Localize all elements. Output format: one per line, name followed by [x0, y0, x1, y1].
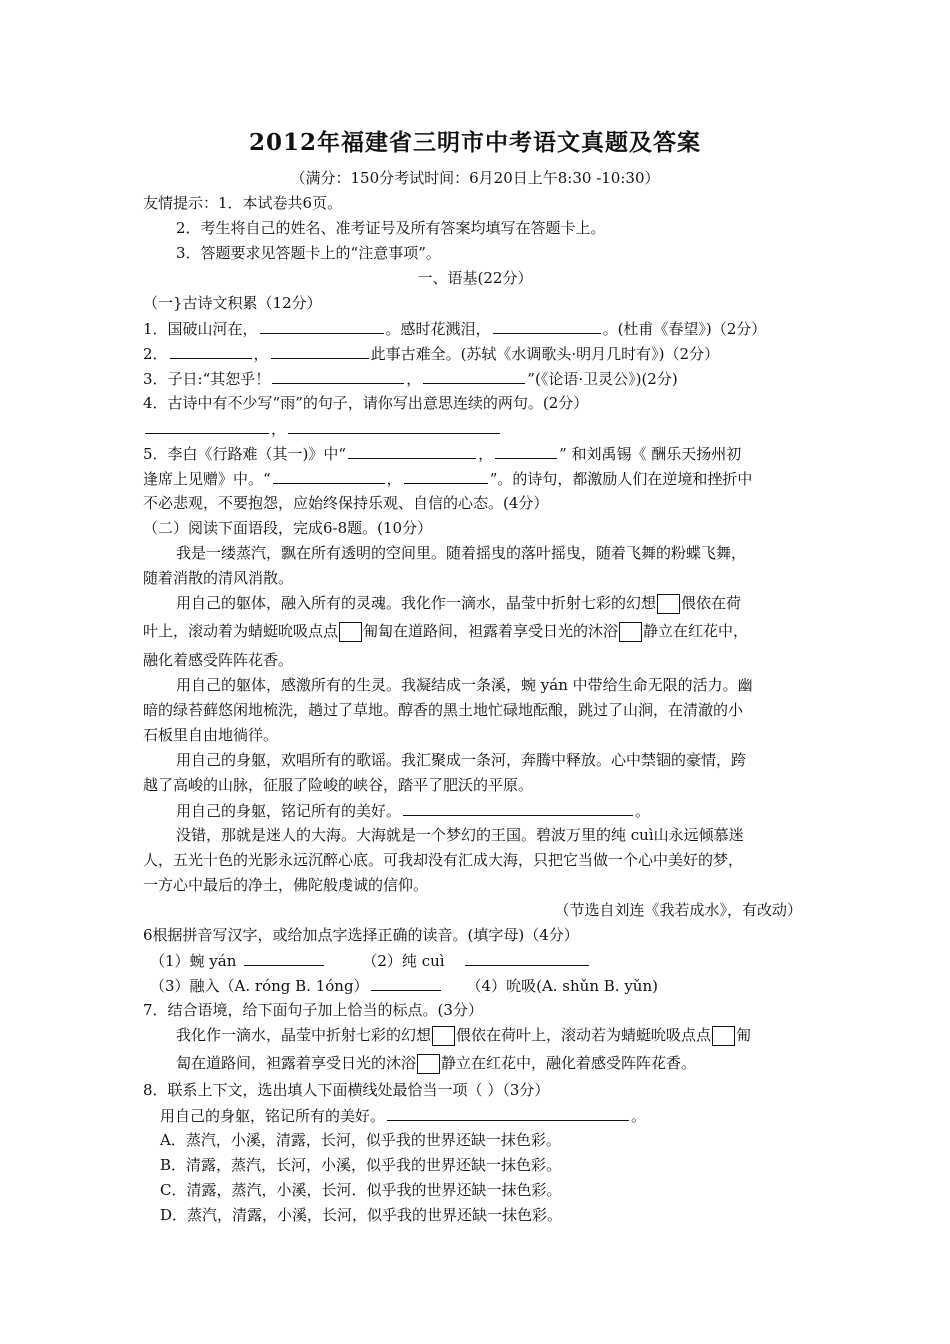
passage-line: 没错，那就是迷人的大海。大海就是一个梦幻的王国。碧波万里的纯 cuì山永远倾慕迷 — [176, 826, 744, 844]
q8-option-c[interactable]: C．清露，蒸汽，小溪，长河．似乎我的世界还缺一抹色彩。 — [160, 1181, 562, 1199]
answer-blank[interactable] — [145, 418, 269, 434]
punctuation-box[interactable] — [657, 594, 680, 614]
punctuation-box[interactable] — [712, 1026, 735, 1046]
passage-line: 石板里自由地徜徉。 — [143, 726, 279, 744]
q5-text: 5．李白《行路难（其一)》中“ — [143, 445, 347, 463]
q1-text-b: 。感时花溅泪， — [385, 320, 491, 338]
passage-text: 叶上，滚动着为蜻蜓吮吸点点 — [143, 622, 339, 640]
passage-text: 。 — [635, 802, 651, 820]
passage-line: 随着消散的清风消散。 — [143, 569, 294, 587]
question-8: 8．联系上下文，选出填人下面横线处最恰当一项（ ）（3分） — [143, 1081, 550, 1099]
q6-item: （1）蜿 yán — [150, 952, 237, 970]
question-7-line-2 — [176, 1053, 696, 1074]
passage-line: 用自己的躯体，感激所有的生灵。我凝结成一条溪，蜿 yán 中带给生命无限的活力。幽 — [176, 676, 753, 694]
passage-line — [176, 593, 741, 614]
question-7: 7．结合语境，给下面句子加上恰当的标点。(3分） — [143, 1001, 483, 1019]
q8-text: 。 — [631, 1107, 647, 1125]
passage-line: 暗的绿苔藓悠闲地梳洗，趟过了草地。醇香的黑土地忙碌地酝酿，跳过了山涧，在清澈的小 — [143, 701, 744, 719]
q7-text: 偎依在荷叶上，滚动若为蜻蜓吮吸点点 — [456, 1026, 712, 1044]
answer-blank[interactable] — [387, 1105, 629, 1121]
q2-text-a: 2． — [143, 345, 168, 363]
question-1 — [143, 318, 766, 339]
q7-text: 静立在红花中，融化着感受阵阵花香。 — [441, 1054, 697, 1072]
answer-blank[interactable] — [273, 468, 385, 484]
q5-text: ， — [478, 445, 494, 463]
question-3 — [143, 368, 678, 389]
question-5-line-3: 不必悲观，不要抱怨，应始终保持乐观、自信的心态。(4分） — [143, 494, 549, 512]
passage-line — [176, 800, 650, 821]
answer-blank[interactable] — [260, 318, 384, 334]
passage-line: 我是一缕蒸汽，飘在所有透明的空间里。随着摇曳的落叶摇曳，随着飞舞的粉蝶飞舞， — [176, 544, 747, 562]
q8-text: 用自己的身躯，铭记所有的美好。 — [160, 1107, 386, 1125]
exam-subtitle: （满分：150分考试时间：6月20日上午8:30 -10:30） — [290, 169, 660, 187]
answer-blank[interactable] — [493, 318, 601, 334]
tip-1: 友情提示：1．本试卷共6页。 — [143, 194, 343, 212]
q5-text: ” 和刘禹锡《 酬乐天扬州初 — [559, 445, 742, 463]
answer-blank[interactable] — [403, 800, 633, 816]
passage-text: 偎依在荷 — [681, 594, 742, 612]
passage-line: 一方心中最后的净土，佛陀般虔诚的信仰。 — [143, 876, 429, 894]
punctuation-box[interactable] — [417, 1054, 440, 1074]
question-6: 6根据拼音写汉字，或给加点字选择正确的读音。(填字母)（4分） — [143, 926, 579, 944]
part-heading-1: （一}古诗文积累（12分） — [143, 294, 322, 312]
q7-text: 我化作一滴水，晶莹中折射七彩的幻想 — [176, 1026, 432, 1044]
question-5-line-2 — [143, 468, 752, 489]
q2-text-c: 此事古难全。(苏轼《水调歌头·明月几时有》)（2分） — [370, 345, 720, 363]
q5-text: ， — [386, 470, 402, 488]
q5-text: ”。的诗句，都激励人们在逆境和挫折中 — [489, 470, 753, 488]
q3-text-a: 3．子日:“其恕乎！ — [143, 370, 271, 388]
question-4: 4．古诗中有不少写“雨”的句子，请你写出意思连续的两句。(2分） — [143, 394, 589, 412]
answer-blank[interactable] — [371, 975, 441, 991]
passage-line: 人，五光十色的光影永远沉醉心底。可我却没有汇成大海，只把它当做一个心中美好的梦， — [143, 851, 744, 869]
q2-text-b: ， — [253, 345, 269, 363]
answer-blank[interactable] — [170, 343, 252, 359]
answer-blank[interactable] — [272, 368, 404, 384]
q7-text: 匍 — [736, 1026, 752, 1044]
passage-line: 用自己的身躯，欢唱所有的歌谣。我汇聚成一条河，奔腾中释放。心中禁锢的豪情，跨 — [176, 751, 747, 769]
question-4-answer — [143, 418, 502, 439]
question-2 — [143, 343, 719, 364]
punctuation-box[interactable] — [432, 1026, 455, 1046]
passage-text: 匍匐在道路间，袒露着享受日光的沐浴 — [363, 622, 619, 640]
part-heading-2: （二）阅读下面语段，完成6-8题。(10分） — [143, 519, 433, 537]
passage-text: 静立在红花中， — [643, 622, 749, 640]
question-6-row-2 — [150, 975, 658, 996]
passage-line: 融化着感受阵阵花香。 — [143, 651, 294, 669]
answer-blank[interactable] — [404, 468, 488, 484]
q6-item: （3）融入（A. róng B. 1óng） — [150, 977, 369, 995]
q5-text: 逢席上见赠》中。“ — [143, 470, 271, 488]
answer-blank[interactable] — [348, 443, 476, 459]
q4-separator: ， — [271, 420, 287, 438]
question-6-row-1 — [150, 950, 591, 971]
section-heading: 一、语基(22分） — [417, 269, 533, 287]
page-title: 2012年福建省三明市中考语文真题及答案 — [248, 129, 701, 156]
q8-option-d[interactable]: D．蒸汽，清露，小溪，长河，似乎我的世界还缺一抹色彩。 — [160, 1206, 563, 1224]
passage-line — [143, 621, 748, 642]
q8-option-a[interactable]: A．蒸汽，小溪，清露，长河，似乎我的世界还缺一抹色彩。 — [160, 1131, 561, 1149]
passage-text: 用自己的身躯，铭记所有的美好。 — [176, 802, 402, 820]
tip-2: 2．考生将自己的姓名、准考证号及所有答案均填写在答题卡上。 — [176, 219, 606, 237]
question-7-line-1 — [176, 1025, 751, 1046]
q3-text-c: ”(《论语·卫灵公》)(2分) — [527, 370, 678, 388]
answer-blank[interactable] — [288, 418, 500, 434]
passage-line: 越了高峻的山脉，征服了险峻的峡谷，踏平了肥沃的平原。 — [143, 776, 534, 794]
q6-item: （4）吮吸(A. shǔn B. yǔn) — [466, 977, 658, 995]
answer-blank[interactable] — [423, 368, 525, 384]
tip-3: 3．答题要求见答题卡上的“注意事项”。 — [176, 244, 441, 262]
q7-text: 匐在道路间，袒露着享受日光的沐浴 — [176, 1054, 417, 1072]
passage-source: （节选自刘连《我若成水》，有改动） — [554, 901, 802, 919]
q3-text-b: ， — [406, 370, 422, 388]
q1-text-a: 1．国破山河在， — [143, 320, 258, 338]
q1-text-c: 。(杜甫《春望》)（2分） — [602, 320, 767, 338]
punctuation-box[interactable] — [339, 622, 362, 642]
answer-blank[interactable] — [465, 950, 589, 966]
punctuation-box[interactable] — [619, 622, 642, 642]
answer-blank[interactable] — [495, 443, 557, 459]
passage-text: 用自己的躯体，融入所有的灵魂。我化作一滴水，晶莹中折射七彩的幻想 — [176, 594, 657, 612]
answer-blank[interactable] — [244, 950, 324, 966]
answer-blank[interactable] — [271, 343, 369, 359]
q8-option-b[interactable]: B．清露，蒸汽，长河，小溪，似乎我的世界还缺一抹色彩。 — [160, 1156, 562, 1174]
question-8-line — [160, 1105, 646, 1126]
question-5-line-1 — [143, 443, 741, 464]
q6-item: （2）纯 cuì — [362, 952, 445, 970]
